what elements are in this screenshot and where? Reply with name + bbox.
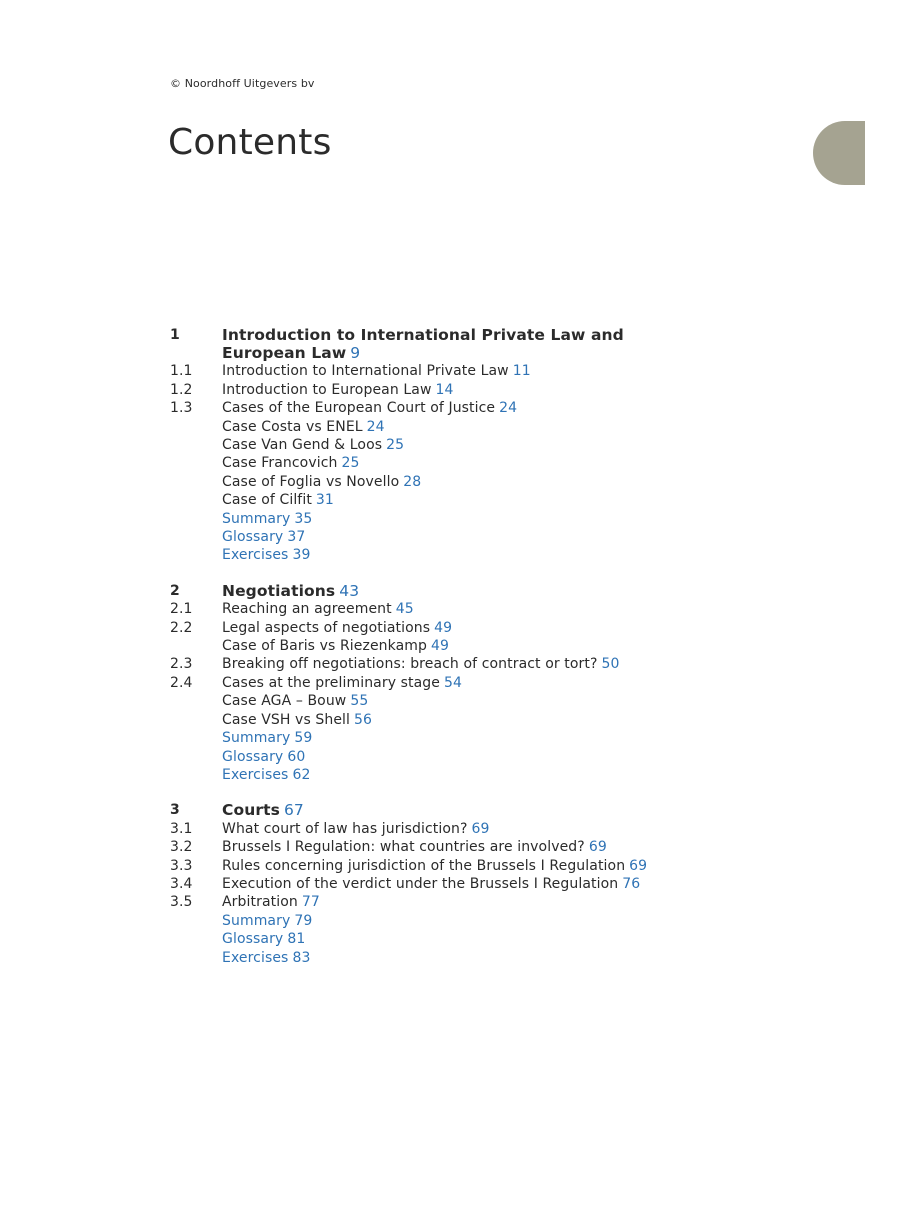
toc-extra-summary[interactable] [170,912,690,930]
page-number: 25 [341,455,360,472]
entry-title: Case Van Gend & Loos [222,437,383,454]
toc-entry[interactable] [170,436,690,454]
publisher-notice: © Noordhoff Uitgevers bv [170,77,315,90]
toc-extra-summary[interactable] [170,729,690,747]
chapter-heading[interactable] [170,326,690,362]
chapter-number: 3 [170,802,180,819]
page-number: 50 [601,656,620,673]
section-tab-marker [813,121,865,185]
page-number: 55 [350,693,369,710]
entry-title: Case Costa vs ENEL [222,418,363,435]
page-number: 45 [395,601,414,618]
page-number: 59 [294,730,313,747]
toc-extra-glossary[interactable] [170,528,690,546]
extra-title: Summary [222,730,291,747]
section-number: 2.4 [170,674,193,691]
chapter-title: Negotiations [222,581,336,600]
section-number: 2.2 [170,619,193,636]
section-number: 2.1 [170,601,193,618]
toc-entry[interactable] [170,418,690,436]
toc-entry[interactable] [170,711,690,729]
page-number: 54 [444,674,463,691]
page-number: 25 [386,437,405,454]
entry-title: Arbitration [222,894,298,911]
page-number: 28 [403,473,422,490]
extra-title: Exercises [222,949,289,966]
page-number: 81 [287,931,306,948]
toc-entry[interactable] [170,875,690,893]
page-number: 69 [629,857,648,874]
toc-extra-exercises[interactable] [170,546,690,564]
page-title: Contents [168,122,332,163]
page-number: 83 [292,949,311,966]
toc-entry[interactable] [170,893,690,911]
section-number: 3.1 [170,820,193,837]
entry-title: Cases at the preliminary stage [222,674,441,691]
chapter-title: Courts [222,801,280,820]
entry-title: Case AGA – Bouw [222,693,347,710]
page-number: 31 [315,492,334,509]
page-number: 67 [283,801,304,820]
page-number: 9 [350,344,361,362]
page-number: 35 [294,510,313,527]
page-number: 14 [435,381,454,398]
toc-extra-exercises[interactable] [170,949,690,967]
page-number: 11 [512,363,531,380]
toc-entry[interactable] [170,637,690,655]
section-number: 1.1 [170,363,193,380]
page-number: 62 [292,766,311,783]
page-number: 76 [622,875,641,892]
chapter-2 [170,582,690,784]
chapter-heading[interactable] [170,582,690,600]
page-number: 49 [434,619,453,636]
page-number: 69 [471,820,490,837]
toc-extra-glossary[interactable] [170,748,690,766]
chapter-heading[interactable] [170,801,690,819]
toc-entry[interactable] [170,692,690,710]
chapter-number: 2 [170,582,180,599]
page-number: 39 [292,547,311,564]
page-number: 43 [339,581,360,600]
toc-entry[interactable] [170,838,690,856]
section-number: 1.3 [170,400,193,417]
toc-entry[interactable] [170,857,690,875]
toc-entry[interactable] [170,820,690,838]
toc-entry[interactable] [170,491,690,509]
extra-title: Summary [222,510,291,527]
chapter-number: 1 [170,327,180,343]
page-number: 60 [287,748,306,765]
table-of-contents [170,326,690,984]
section-number: 3.3 [170,857,193,874]
entry-title: Legal aspects of negotiations [222,619,431,636]
chapter-3 [170,801,690,967]
page-number: 37 [287,529,306,546]
section-number: 1.2 [170,381,193,398]
toc-entry[interactable] [170,619,690,637]
toc-entry[interactable] [170,600,690,618]
page-number: 79 [294,912,313,929]
section-number: 3.4 [170,875,193,892]
page-number: 77 [301,894,320,911]
section-number: 3.5 [170,894,193,911]
toc-entry[interactable] [170,674,690,692]
toc-entry[interactable] [170,362,690,380]
chapter-title: Introduction to International Private Law and European Law [222,326,624,362]
toc-entry[interactable] [170,454,690,472]
page-number: 69 [588,839,607,856]
entry-title: Introduction to International Private Law [222,363,509,380]
extra-title: Glossary [222,931,284,948]
toc-entry[interactable] [170,655,690,673]
entry-title: Case of Baris vs Riezenkamp [222,638,427,655]
chapter-1 [170,326,690,565]
extra-title: Exercises [222,766,289,783]
entry-title: Breaking off negotiations: breach of contract or tort? [222,656,598,673]
toc-extra-glossary[interactable] [170,930,690,948]
entry-title: Rules concerning jurisdiction of the Brussels I Regulation [222,857,626,874]
page-number: 49 [431,638,450,655]
entry-title: Cases of the European Court of Justice [222,400,496,417]
section-number: 2.3 [170,656,193,673]
toc-extra-summary[interactable] [170,510,690,528]
entry-title: Case of Foglia vs Novello [222,473,400,490]
entry-title: Case of Cilfit [222,492,312,509]
extra-title: Summary [222,912,291,929]
page-number: 24 [366,418,385,435]
entry-title: Introduction to European Law [222,381,432,398]
entry-title: Execution of the verdict under the Brussels I Regulation [222,875,619,892]
entry-title: Case VSH vs Shell [222,711,351,728]
entry-title: Case Francovich [222,455,338,472]
toc-extra-exercises[interactable] [170,766,690,784]
toc-entry[interactable] [170,381,690,399]
toc-entry[interactable] [170,399,690,417]
section-number: 3.2 [170,839,193,856]
entry-title: Brussels I Regulation: what countries are involved? [222,839,585,856]
page-number: 56 [354,711,373,728]
extra-title: Exercises [222,547,289,564]
page-number: 24 [499,400,518,417]
toc-entry[interactable] [170,473,690,491]
entry-title: Reaching an agreement [222,601,392,618]
entry-title: What court of law has jurisdiction? [222,820,468,837]
extra-title: Glossary [222,748,284,765]
extra-title: Glossary [222,529,284,546]
